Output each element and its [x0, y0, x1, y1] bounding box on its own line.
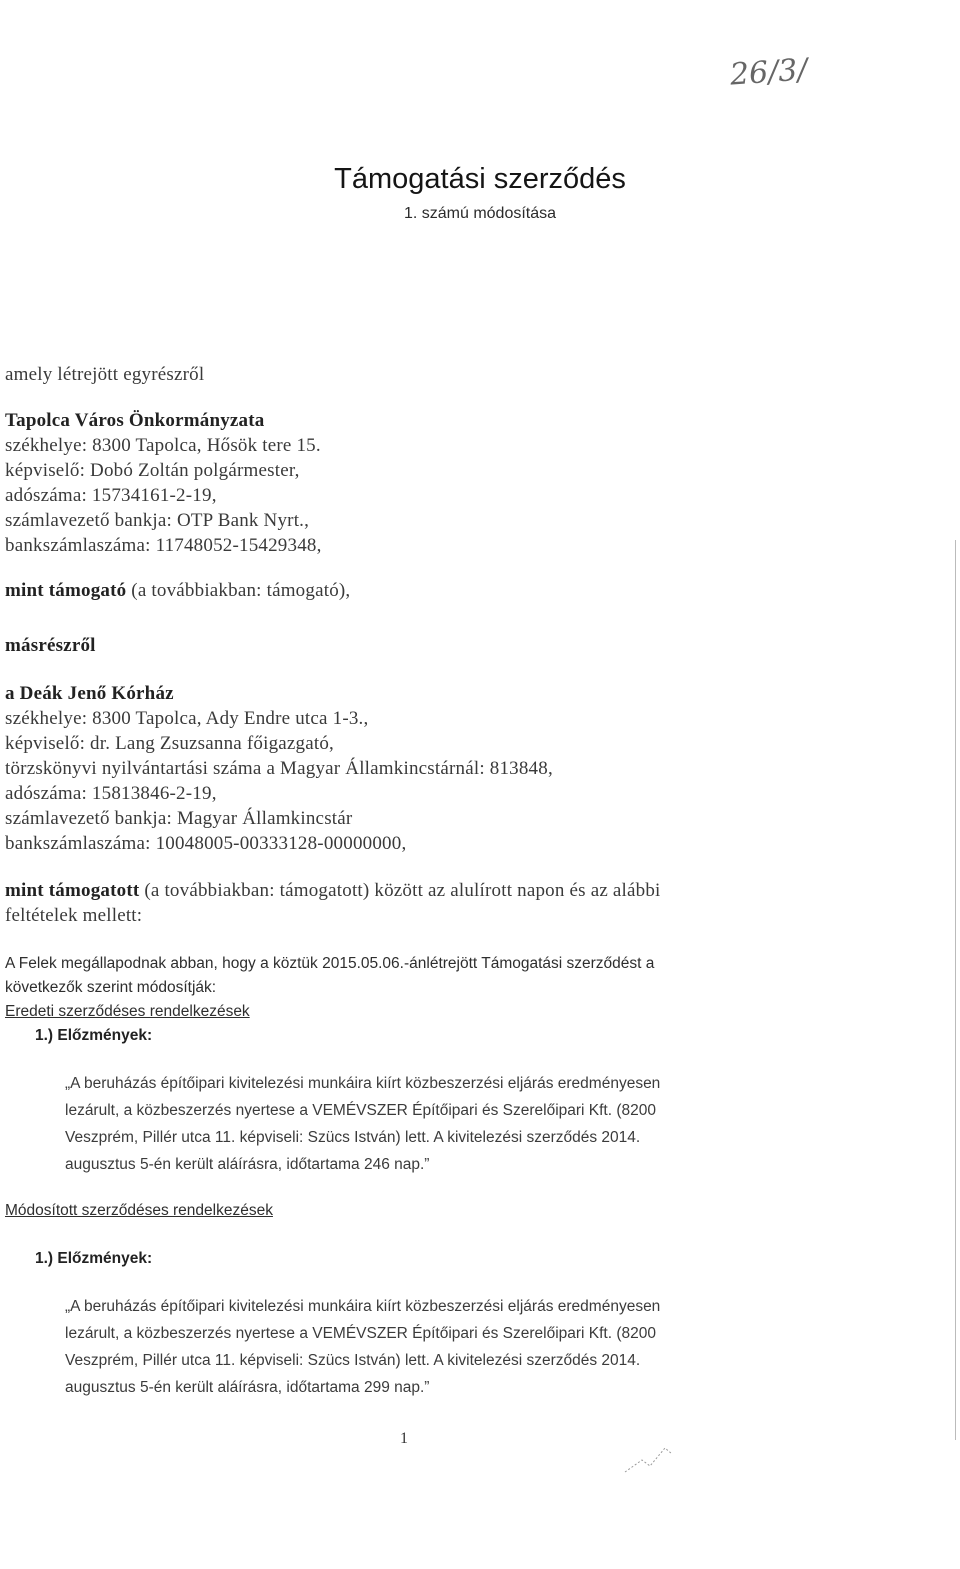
party2-role-bold: mint támogatott [5, 880, 140, 901]
party1-tax: adószáma: 15734161-2-19, [5, 485, 217, 506]
party2-role-line1 [5, 880, 661, 902]
modified-quote-line-3: Veszprém, Pillér utca 11. képviseli: Szücs István) lett. A kivitelezési szerződés 2014. [65, 1352, 641, 1369]
modified-quote-line-1: „A beruházás építőipari kivitelezési munkáira kiírt közbeszerzési eljárás eredményesen [65, 1298, 661, 1315]
modified-quote-line-2: lezárult, a közbeszerzés nyertese a VEMÉVSZER Építőipari és Szerelőipari Kft. (8200 [65, 1325, 656, 1342]
handwritten-stamp: 26/3/ [728, 52, 809, 93]
other-side-label: másrészről [5, 635, 96, 656]
modified-quote-line-4: augusztus 5-én került aláírásra, időtartama 299 nap.” [65, 1379, 430, 1396]
agreement-line-2: következők szerint módosítják: [5, 979, 217, 996]
party2-role-rest-1: (a továbbiakban: támogatott) között az alulírott napon és az alábbi [139, 880, 661, 901]
party1-bank: számlavezető bankja: OTP Bank Nyrt., [5, 510, 310, 531]
modified-provisions-heading: Módosított szerződéses rendelkezések [5, 1202, 273, 1219]
party2-seat: székhelye: 8300 Tapolca, Ady Endre utca 1-3., [5, 708, 369, 729]
party1-role-bold: mint támogató [5, 580, 127, 601]
original-quote-line-3: Veszprém, Pillér utca 11. képviseli: Szücs István) lett. A kivitelezési szerződés 2014. [65, 1129, 641, 1146]
party1-role-rest: (a továbbiakban: támogató), [126, 580, 351, 601]
party2-registry: törzskönyvi nyilvántartási száma a Magyar Államkincstárnál: 813848, [5, 758, 553, 779]
document-subtitle: 1. számú módosítása [403, 205, 557, 222]
original-quote-line-4: augusztus 5-én került aláírásra, időtartama 246 nap.” [65, 1156, 430, 1173]
agreement-line-1: A Felek megállapodnak abban, hogy a köztük 2015.05.06.-ánlétrejött Támogatási szerződést a [5, 955, 655, 972]
original-item-heading: 1.) Előzmények: [35, 1027, 153, 1044]
party1-name: Tapolca Város Önkormányzata [5, 410, 265, 431]
party1-account: bankszámlaszáma: 11748052-15429348, [5, 535, 322, 556]
party2-rep: képviselő: dr. Lang Zsuzsanna főigazgató, [5, 733, 334, 754]
page-number: 1 [400, 1430, 408, 1447]
party1-role [5, 580, 350, 602]
party2-bank: számlavezető bankja: Magyar Államkincstár [5, 808, 353, 829]
party1-seat: székhelye: 8300 Tapolca, Hősök tere 15. [5, 435, 321, 456]
party2-name: a Deák Jenő Kórház [5, 683, 174, 704]
document-title: Támogatási szerződés [334, 163, 626, 195]
intro-text: amely létrejött egyrészről [5, 364, 205, 385]
party2-tax: adószáma: 15813846-2-19, [5, 783, 217, 804]
pen-scribble-mark [620, 1440, 680, 1480]
original-quote-line-2: lezárult, a közbeszerzés nyertese a VEMÉVSZER Építőipari és Szerelőipari Kft. (8200 [65, 1102, 656, 1119]
scan-edge-line [955, 540, 956, 1440]
party2-role-line2: feltételek mellett: [5, 905, 143, 926]
original-provisions-heading: Eredeti szerződéses rendelkezések [5, 1003, 250, 1020]
party2-account: bankszámlaszáma: 10048005-00333128-00000000, [5, 833, 407, 854]
party1-rep: képviselő: Dobó Zoltán polgármester, [5, 460, 300, 481]
modified-item-heading: 1.) Előzmények: [35, 1250, 153, 1267]
original-quote-line-1: „A beruházás építőipari kivitelezési munkáira kiírt közbeszerzési eljárás eredményesen [65, 1075, 661, 1092]
